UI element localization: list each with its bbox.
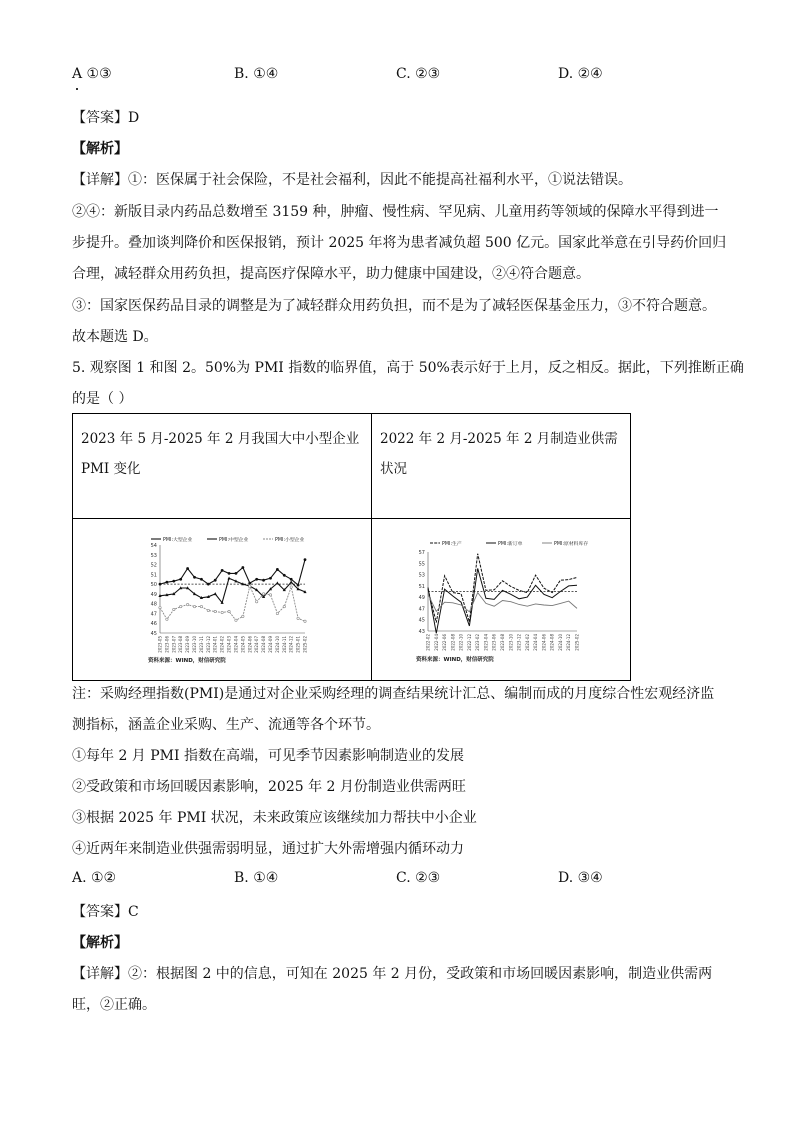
data-point: [166, 618, 168, 620]
data-point: [214, 610, 216, 612]
data-point: [172, 580, 175, 583]
q5-stem: 的是（ ）: [72, 391, 133, 407]
q4-option-d[interactable]: D. ②④: [558, 66, 603, 82]
y-tick-label: 47: [150, 611, 157, 618]
q5-stem: 5. 观察图 1 和图 2。50%为 PMI 指数的临界值，高于 50%表示好于上月，反之相反。据此，下列推断正确: [72, 360, 744, 376]
y-tick-label: 50: [150, 582, 157, 589]
x-tick-label: 2024-09: [267, 636, 273, 653]
x-tick-label: 2025-01: [295, 636, 301, 653]
data-point: [290, 578, 293, 581]
legend-entry: PMI:新订单: [498, 541, 523, 547]
x-tick-label: 2022-02: [425, 634, 431, 651]
figure-table: [72, 413, 631, 681]
y-tick-label: 47: [418, 606, 425, 613]
y-tick-label: 53: [418, 572, 425, 579]
legend-entry: PMI:原材料库存: [554, 541, 589, 547]
q4-option-b[interactable]: B. ①④: [234, 66, 279, 82]
fig2-chart: [372, 519, 630, 676]
data-point: [290, 586, 292, 588]
q5-statement: ①每年 2 月 PMI 指数在高端，可见季节因素影响制造业的发展: [72, 748, 464, 764]
x-tick-label: 2023-06: [164, 636, 170, 653]
q5-analysis-label: 【解析】: [72, 935, 128, 951]
y-tick-label: 45: [150, 631, 157, 637]
legend-entry: PMI:生产: [442, 541, 462, 547]
data-point: [304, 558, 307, 561]
data-point: [262, 593, 264, 595]
data-point: [228, 572, 231, 575]
y-tick-label: 54: [150, 543, 157, 549]
x-tick-label: 2022-10: [458, 634, 464, 651]
x-tick-label: 2023-08: [500, 634, 505, 651]
q5-detail-line: 【详解】②：根据图 2 中的信息，可知在 2025 年 2 月份，受政策和市场回暖因素影响，制造业供需两: [72, 966, 713, 982]
data-point: [179, 578, 182, 581]
x-tick-label: 2022-04: [433, 634, 439, 651]
data-point: [200, 605, 202, 607]
x-tick-label: 2024-10: [274, 636, 280, 653]
x-tick-label: 2024-07: [254, 636, 260, 653]
x-tick-label: 2022-12: [466, 634, 472, 651]
y-tick-label: 49: [150, 591, 157, 598]
q4-option-a[interactable]: A ①③: [72, 66, 112, 82]
x-tick-label: 2025-02: [574, 634, 580, 651]
legend-entry: PMI:大型企业: [163, 537, 193, 543]
fig2-caption: 2022 年 2 月-2025 年 2 月制造业供需状况: [380, 431, 618, 477]
q5-statement: ④近两年来制造业供强需弱明显，通过扩大外需增强内循环动力: [72, 841, 464, 857]
data-point: [159, 583, 162, 586]
x-tick-label: 2023-05: [157, 636, 163, 653]
data-point: [180, 605, 182, 607]
y-tick-label: 51: [150, 572, 157, 579]
data-point: [173, 608, 175, 610]
data-point: [200, 578, 203, 581]
data-point: [186, 567, 189, 570]
x-tick-label: 2024-02: [524, 634, 530, 651]
data-point: [235, 619, 237, 621]
x-tick-label: 2024-06: [247, 636, 253, 653]
data-point: [283, 574, 286, 577]
x-tick-label: 2023-10: [508, 634, 514, 651]
data-point: [297, 617, 299, 619]
q5-statement: ③根据 2025 年 PMI 状况，未来政策应该继续加力帮扶中小企业: [72, 810, 477, 826]
chart-source: 资料来源：WIND，财信研究院: [148, 658, 226, 664]
y-tick-label: 52: [150, 562, 157, 569]
x-tick-label: 2023-02: [475, 634, 481, 651]
x-tick-label: 2024-08: [261, 636, 267, 653]
series-line: [428, 554, 577, 623]
q5-option-a[interactable]: A. ①②: [72, 870, 117, 886]
data-point: [255, 578, 258, 581]
data-point: [248, 582, 251, 585]
q5-detail-line: 旺，②正确。: [72, 997, 156, 1013]
y-tick-label: 45: [418, 617, 425, 624]
data-point: [262, 579, 265, 582]
data-point: [193, 576, 196, 579]
x-tick-label: 2024-03: [226, 636, 232, 653]
data-point: [304, 620, 306, 622]
stray-mark: [76, 88, 78, 90]
data-point: [214, 592, 217, 595]
q4-detail-line: 故本题选 D。: [72, 329, 158, 345]
data-point: [221, 611, 223, 613]
data-point: [159, 606, 161, 608]
fig1-chart: [73, 519, 371, 676]
x-tick-label: 2024-01: [212, 636, 218, 653]
y-tick-label: 51: [418, 583, 425, 590]
x-tick-label: 2023-06: [491, 634, 497, 651]
data-point: [283, 605, 285, 607]
q4-detail-line: ③：国家医保药品目录的调整是为了减轻群众用药负担，而不是为了减轻医保基金压力，③不符合题意。: [72, 298, 716, 314]
y-tick-label: 49: [418, 595, 425, 602]
x-tick-label: 2024-02: [219, 636, 225, 653]
data-point: [235, 572, 238, 575]
q4-detail-line: 步提升。叠加谈判降价和医保报销，预计 2025 年将为患者减负超 500 亿元。国家此举意在引导药价回归: [72, 235, 727, 251]
x-tick-label: 2024-12: [566, 634, 572, 651]
legend-entry: PMI:中型企业: [219, 537, 249, 543]
data-point: [249, 585, 251, 587]
q5-statement: ②受政策和市场回暖因素影响，2025 年 2 月份制造业供需两旺: [72, 779, 466, 795]
y-tick-label: 55: [418, 561, 425, 568]
x-tick-label: 2024-11: [281, 636, 287, 653]
x-tick-label: 2025-02: [302, 636, 308, 653]
x-tick-label: 2023-04: [483, 634, 489, 651]
q5-answer: 【答案】C: [72, 904, 139, 920]
x-tick-label: 2023-10: [192, 636, 198, 653]
x-tick-label: 2023-08: [178, 636, 184, 653]
q5-note: 测指标，涵盖企业采购、生产、流通等各个环节。: [72, 717, 380, 733]
y-tick-label: 43: [418, 629, 425, 635]
q5-options: [72, 870, 722, 890]
x-tick-label: 2023-09: [185, 636, 191, 653]
y-tick-label: 57: [418, 550, 425, 556]
x-tick-label: 2024-12: [288, 636, 294, 653]
q4-option-c[interactable]: C. ②③: [396, 66, 441, 82]
series-line: [160, 586, 305, 621]
data-point: [269, 594, 271, 596]
chart-source: 资料来源：WIND，财信研究院: [416, 657, 494, 663]
x-tick-label: 2024-05: [240, 636, 246, 653]
data-point: [207, 583, 210, 586]
data-point: [228, 610, 230, 612]
x-tick-label: 2022-06: [442, 634, 448, 651]
data-point: [193, 605, 195, 607]
y-tick-label: 53: [150, 552, 157, 559]
q4-answer: 【答案】D: [72, 110, 140, 126]
x-tick-label: 2023-12: [516, 634, 522, 651]
q4-detail-line: 【详解】①：医保属于社会保险，不是社会福利，因此不能提高社福利水平，①说法错误。: [72, 172, 632, 188]
data-point: [269, 577, 272, 580]
x-tick-label: 2024-04: [533, 634, 539, 651]
q4-options: [72, 66, 722, 86]
data-point: [207, 609, 209, 611]
x-tick-label: 2023-07: [171, 636, 177, 653]
x-tick-label: 2024-06: [541, 634, 547, 651]
q4-detail-line: ②④：新版目录内药品总数增至 3159 种，肿瘤、慢性病、罕见病、儿童用药等领域的保障水平得到进一: [72, 204, 719, 220]
x-tick-label: 2022-08: [450, 634, 456, 651]
data-point: [255, 601, 257, 603]
x-tick-label: 2024-10: [557, 634, 563, 651]
y-tick-label: 46: [150, 621, 157, 628]
data-point: [276, 581, 279, 584]
data-point: [297, 584, 300, 587]
data-point: [221, 569, 224, 572]
data-point: [214, 579, 217, 582]
q4-analysis-label: 【解析】: [72, 141, 128, 157]
q4-detail-line: 合理，减轻群众用药负担，提高医疗保障水平，助力健康中国建设，②④符合题意。: [72, 266, 590, 282]
data-point: [186, 603, 188, 605]
data-point: [276, 568, 279, 571]
x-tick-label: 2023-12: [205, 636, 211, 653]
q5-option-b[interactable]: B. ①④: [234, 870, 279, 886]
series-line: [160, 560, 305, 585]
q5-note: 注：采购经理指数(PMI)是通过对企业采购经理的调查结果统计汇总、编制而成的月度综合性宏观经济监: [72, 686, 715, 702]
data-point: [166, 581, 169, 584]
data-point: [276, 612, 278, 614]
legend-entry: PMI:小型企业: [275, 537, 305, 543]
x-tick-label: 2023-11: [198, 636, 204, 653]
q5-option-d[interactable]: D. ③④: [558, 870, 603, 886]
q5-option-c[interactable]: C. ②③: [396, 870, 441, 886]
data-point: [242, 615, 244, 617]
x-tick-label: 2024-08: [549, 634, 555, 651]
y-tick-label: 48: [150, 601, 157, 608]
data-point: [227, 576, 230, 579]
x-tick-label: 2024-04: [233, 636, 239, 653]
data-point: [241, 566, 244, 569]
fig1-caption: 2023 年 5 月-2025 年 2 月我国大中小型企业 PMI 变化: [81, 431, 360, 477]
